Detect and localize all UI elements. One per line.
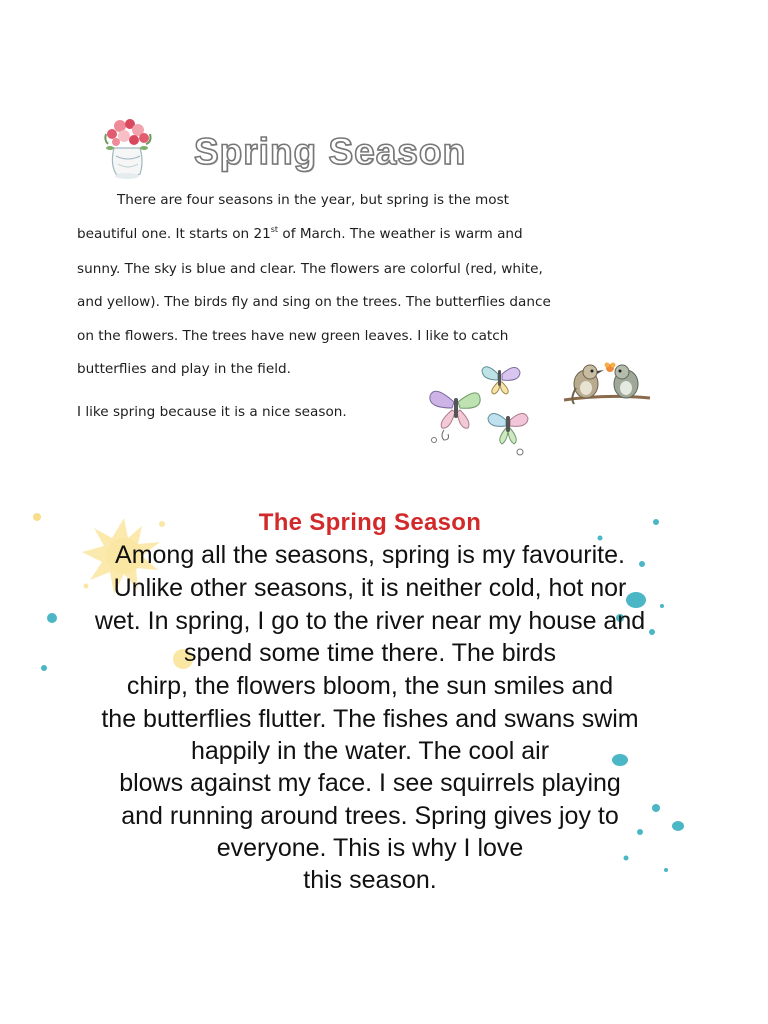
paragraph-line: I like spring because it is a nice season. — [77, 404, 347, 420]
body-line: everyone. This is why I love — [216, 834, 524, 862]
body-line: Among all the seasons, spring is my favourite. — [115, 541, 625, 569]
body-line: this season. — [303, 866, 437, 894]
section-title: The Spring Season — [258, 509, 482, 536]
paragraph-line: beautiful one. It starts on 21st of March. The weather is warm and — [77, 225, 523, 242]
paragraph-line: butterflies and play in the field. — [77, 361, 291, 377]
body-line: and running around trees. Spring gives joy to — [121, 802, 619, 830]
body-line: wet. In spring, I go to the river near my house and — [94, 607, 646, 635]
ordinal-superscript: st — [270, 225, 279, 234]
birds-on-branch-icon — [560, 358, 652, 418]
body-line: blows against my face. I see squirrels playing — [119, 769, 621, 797]
body-line: the butterflies flutter. The fishes and swans swim — [101, 705, 639, 733]
body-line: happily in the water. The cool air — [190, 737, 550, 765]
paragraph-line: There are four seasons in the year, but spring is the most — [117, 192, 510, 208]
paragraph-line: and yellow). The birds fly and sing on the trees. The butterflies dance — [77, 294, 551, 310]
body-line: chirp, the flowers bloom, the sun smiles and — [126, 672, 614, 700]
body-line: Unlike other seasons, it is neither cold, hot nor — [113, 574, 627, 602]
paragraph-line: sunny. The sky is blue and clear. The flowers are colorful (red, white, — [77, 261, 543, 277]
paragraph-line: on the flowers. The trees have new green leaves. I like to catch — [77, 328, 509, 344]
flower-pot-icon — [100, 114, 156, 186]
body-line: spend some time there. The birds — [184, 639, 556, 667]
butterflies-icon — [424, 360, 536, 460]
page-title: Spring Season — [194, 131, 467, 172]
